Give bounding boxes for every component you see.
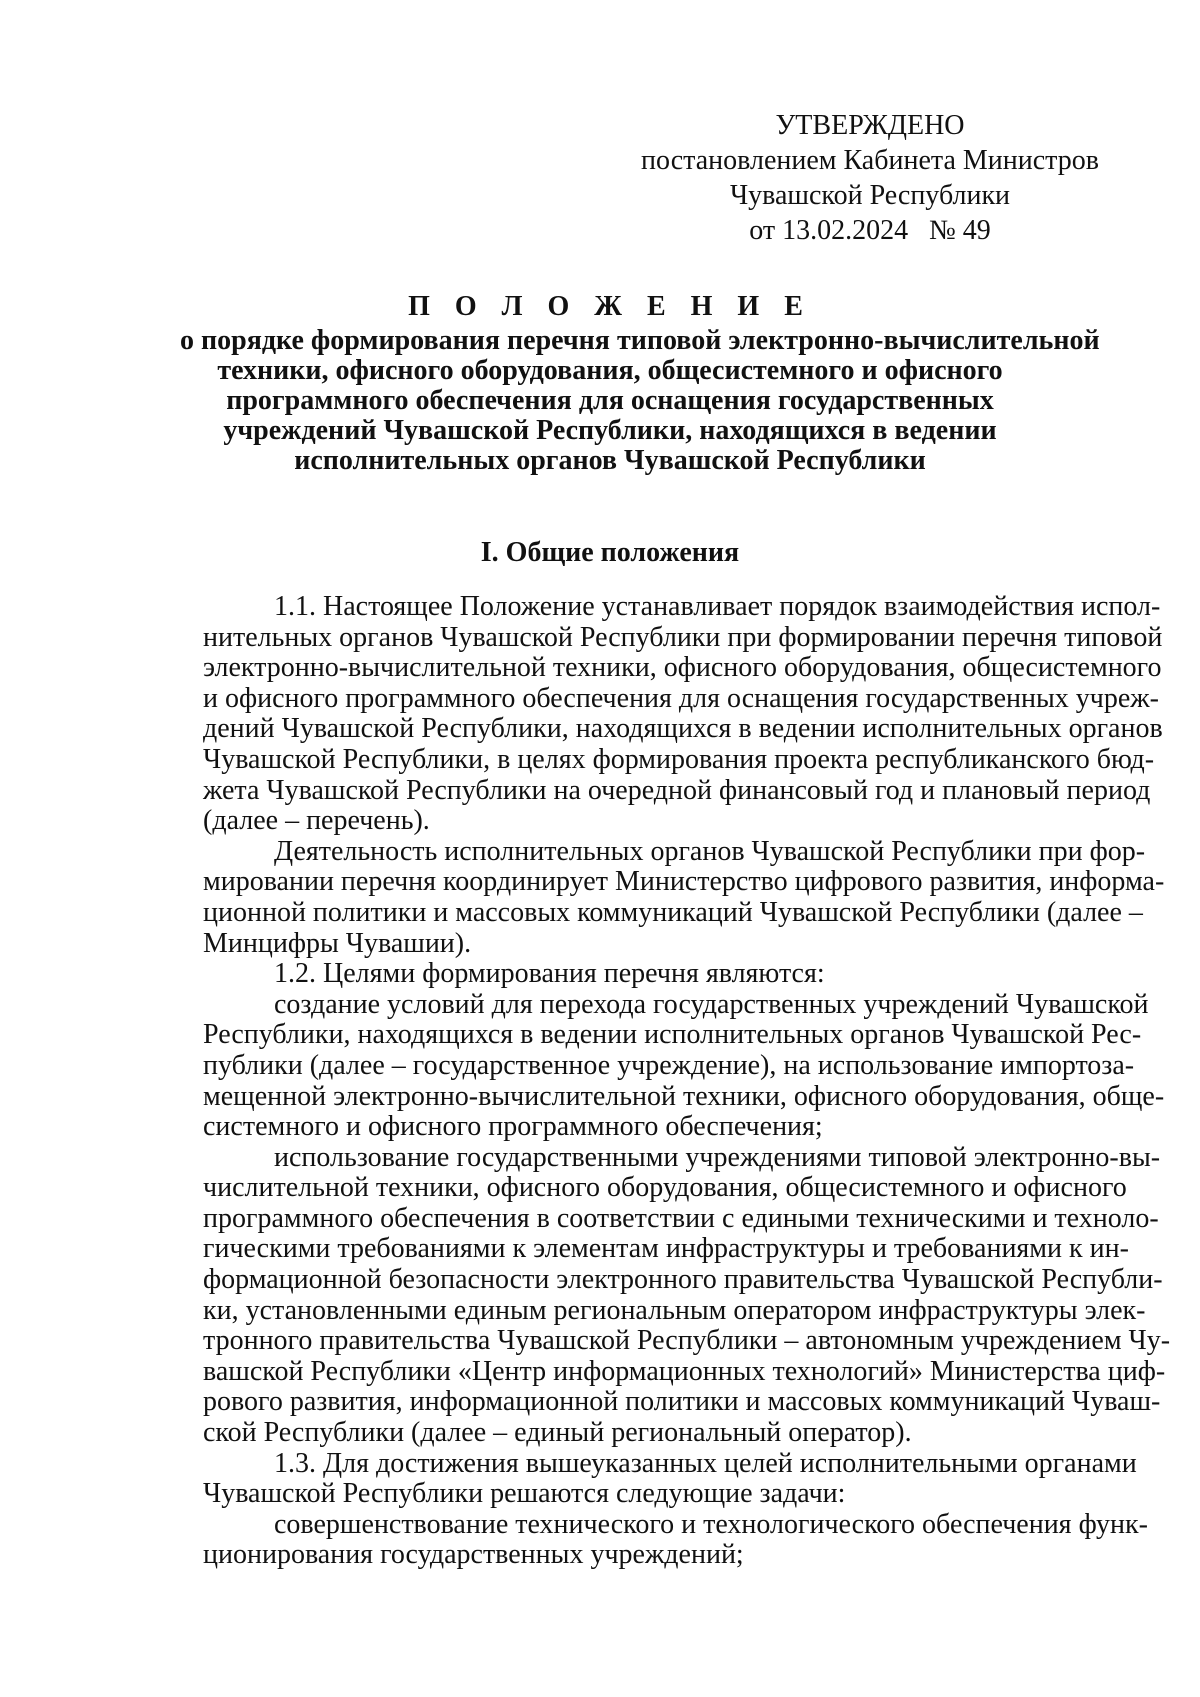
body-line: программного обеспечения в соответствии с едиными техническими и техноло- (203, 1202, 1159, 1234)
body-line: ционной политики и массовых коммуникаций Чувашской Республики (далее – (203, 896, 1143, 928)
body-line: использование государственными учреждениями типовой электронно-вы- (274, 1141, 1161, 1173)
body-line: ционирования государственных учреждений; (203, 1539, 744, 1571)
body-line: мещенной электронно-вычислительной техники, офисного оборудования, обще- (203, 1080, 1165, 1112)
approval-issuer: постановлением Кабинета Министров (641, 145, 1099, 176)
body-line: и офисного программного обеспечения для оснащения государственных учреж- (203, 682, 1159, 714)
body-line: Чувашской Республики решаются следующие задачи: (203, 1478, 846, 1510)
title-word: П О Л О Ж Е Н И Е (408, 291, 812, 322)
body-line: Деятельность исполнительных органов Чувашской Республики при фор- (274, 835, 1146, 867)
body-line: 1.3. Для достижения вышеуказанных целей исполнительными органами (274, 1447, 1137, 1479)
body-line: публики (далее – государственное учреждение), на использование импортоза- (203, 1049, 1135, 1081)
approval-date-number: от 13.02.2024 № 49 (749, 215, 991, 246)
body-line: создание условий для перехода государственных учреждений Чувашской (274, 988, 1149, 1020)
body-line: Республики, находящихся в ведении исполнительных органов Чувашской Рес- (203, 1019, 1142, 1051)
body-line: тронного правительства Чувашской Республики – автономным учреждением Чу- (203, 1325, 1171, 1357)
document-title (180, 291, 1100, 476)
approval-republic: Чувашской Республики (729, 180, 1011, 211)
body-line: 1.1. Настоящее Положение устанавливает порядок взаимодействия испол- (274, 591, 1161, 622)
title-subtitle (180, 325, 1100, 476)
body-line: (далее – перечень). (203, 805, 430, 837)
body-line: электронно-вычислительной техники, офисного оборудования, общесистемного (203, 652, 1162, 684)
title-line: о порядке формирования перечня типовой электронно-вычислительной (180, 325, 1100, 356)
title-line: программного обеспечения для оснащения государственных (226, 385, 994, 416)
document-body (203, 591, 1171, 1571)
title-line: исполнительных органов Чувашской Республики (294, 445, 926, 476)
title-line: техники, офисного оборудования, общесистемного и офисного (217, 355, 1003, 386)
body-line: гическими требованиями к элементам инфраструктуры и требованиями к ин- (203, 1233, 1129, 1265)
body-line: системного и офисного программного обеспечения; (203, 1111, 823, 1143)
body-line: 1.2. Целями формирования перечня являются: (274, 958, 825, 990)
approval-heading: УТВЕРЖДЕНО (775, 110, 965, 141)
body-line: жета Чувашской Республики на очередной финансовый год и плановый период (203, 774, 1151, 806)
approval-stamp-block (640, 108, 1100, 248)
body-line: дений Чувашской Республики, находящихся в ведении исполнительных органов (203, 713, 1163, 745)
body-line: ки, установленными единым региональным оператором инфраструктуры элек- (203, 1294, 1146, 1326)
body-line: рового развития, информационной политики и массовых коммуникаций Чуваш- (203, 1386, 1161, 1418)
body-line: ской Республики (далее – единый региональный оператор). (203, 1417, 912, 1449)
body-line: вашской Республики «Центр информационных технологий» Министерства циф- (203, 1355, 1166, 1387)
body-line: Минцифры Чувашии). (203, 927, 472, 959)
body-line: формационной безопасности электронного правительства Чувашской Республи- (203, 1264, 1163, 1296)
title-line: учреждений Чувашской Республики, находящихся в ведении (223, 415, 997, 446)
body-line: совершенствование технического и технологического обеспечения функ- (274, 1508, 1148, 1540)
section-heading: I. Общие положения (480, 537, 740, 568)
body-line: мировании перечня координирует Министерство цифрового развития, информа- (203, 866, 1165, 898)
body-line: нительных органов Чувашской Республики при формировании перечня типовой (203, 621, 1163, 653)
body-line: Чувашской Республики, в целях формирования проекта республиканского бюд- (203, 743, 1155, 775)
body-line: числительной техники, офисного оборудования, общесистемного и офисного (203, 1172, 1127, 1204)
